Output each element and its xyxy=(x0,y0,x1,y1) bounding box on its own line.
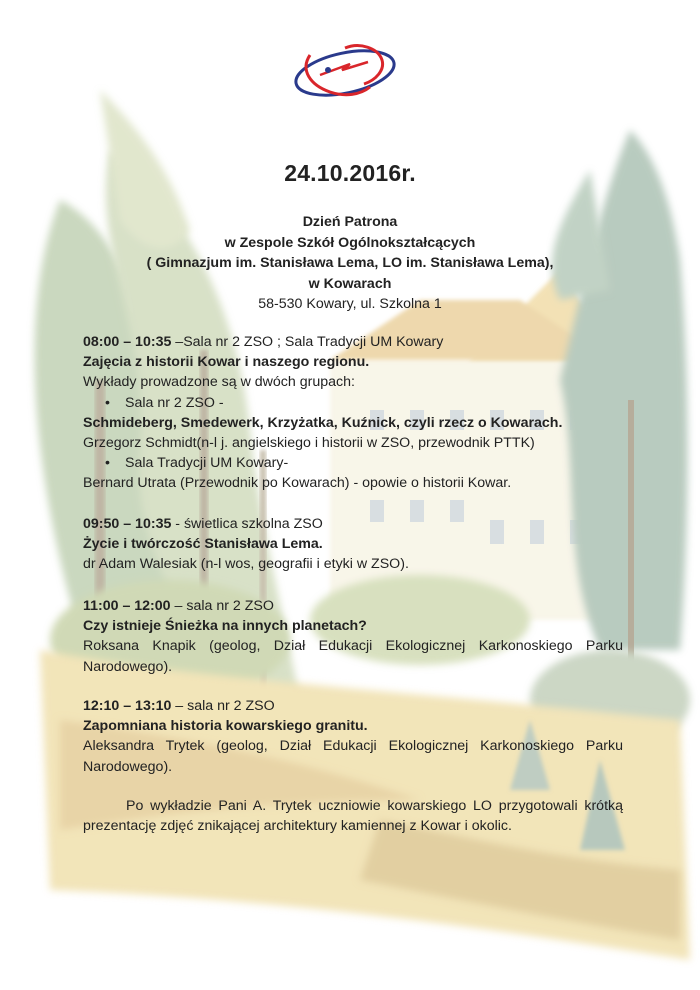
schedule-title: Zajęcia z historii Kowar i naszego regionu. xyxy=(83,354,370,371)
schedule-title: Czy istnieje Śnieżka na innych planetach? xyxy=(83,618,367,635)
schedule-place: – sala nr 2 ZSO xyxy=(170,598,274,614)
group-speaker: Grzegorz Schmidt(n-l j. angielskiego i historii w ZSO, przewodnik PTTK) xyxy=(83,435,535,452)
school-units: ( Gimnazjum im. Stanisława Lema, LO im. Stanisława Lema), xyxy=(146,255,554,271)
schedule-time: 09:50 – 10:35 xyxy=(83,516,172,532)
schedule-speaker: Roksana Knapik (geolog, Dział Edukacji Ekologicznej Karkonoskiego Parku Narodowego). xyxy=(83,638,623,675)
schedule-title: Zapomniana historia kowarskiego granitu. xyxy=(83,718,368,735)
schedule-time: 08:00 – 10:35 xyxy=(83,334,172,350)
schedule-item xyxy=(83,596,623,677)
schedule-place: –Sala nr 2 ZSO ; Sala Tradycji UM Kowary xyxy=(171,334,444,350)
schedule-item xyxy=(83,696,623,777)
event-name: Dzień Patrona xyxy=(302,214,398,230)
event-date: 24.10.2016r. xyxy=(284,160,416,186)
schedule-place: - świetlica szkolna ZSO xyxy=(171,516,323,532)
schedule-item xyxy=(83,332,623,494)
schedule-time: 11:00 – 12:00 xyxy=(83,598,171,614)
school-address: 58-530 Kowary, ul. Szkolna 1 xyxy=(258,296,442,312)
group-label: • Sala Tradycji UM Kowary- xyxy=(83,453,623,473)
closing-note: Po wykładzie Pani A. Trytek uczniowie kowarskiego LO przygotowali krótką prezentację zdjęć znikającej architektury kamiennej z Kowar i okolic. xyxy=(83,798,623,835)
group-title: Schmideberg, Smedewerk, Krzyżatka, Kuźnick, czyli rzecz o Kowarach. xyxy=(83,414,563,431)
school-name: w Zespole Szkół Ogólnokształcących xyxy=(224,234,476,251)
school-town: w Kowarach xyxy=(308,275,392,292)
schedule-time: 12:10 – 13:10 xyxy=(83,698,172,714)
schedule-intro: Wykłady prowadzone są w dwóch grupach: xyxy=(83,374,355,391)
group-speaker: Bernard Utrata (Przewodnik po Kowarach) - opowie o historii Kowar. xyxy=(83,475,512,492)
schedule-speaker: dr Adam Walesiak (n-l wos, geografii i etyki w ZSO). xyxy=(83,556,409,573)
schedule-title: Życie i twórczość Stanisława Lema. xyxy=(83,536,323,553)
event-header xyxy=(0,212,700,315)
group-label: • Sala nr 2 ZSO - xyxy=(83,393,623,413)
schedule-item xyxy=(83,514,623,575)
schedule-place: – sala nr 2 ZSO xyxy=(171,698,275,714)
schedule-speaker: Aleksandra Trytek (geolog, Dział Edukacji Ekologicznej Karkonoskiego Parku Narodowego). xyxy=(83,738,623,775)
